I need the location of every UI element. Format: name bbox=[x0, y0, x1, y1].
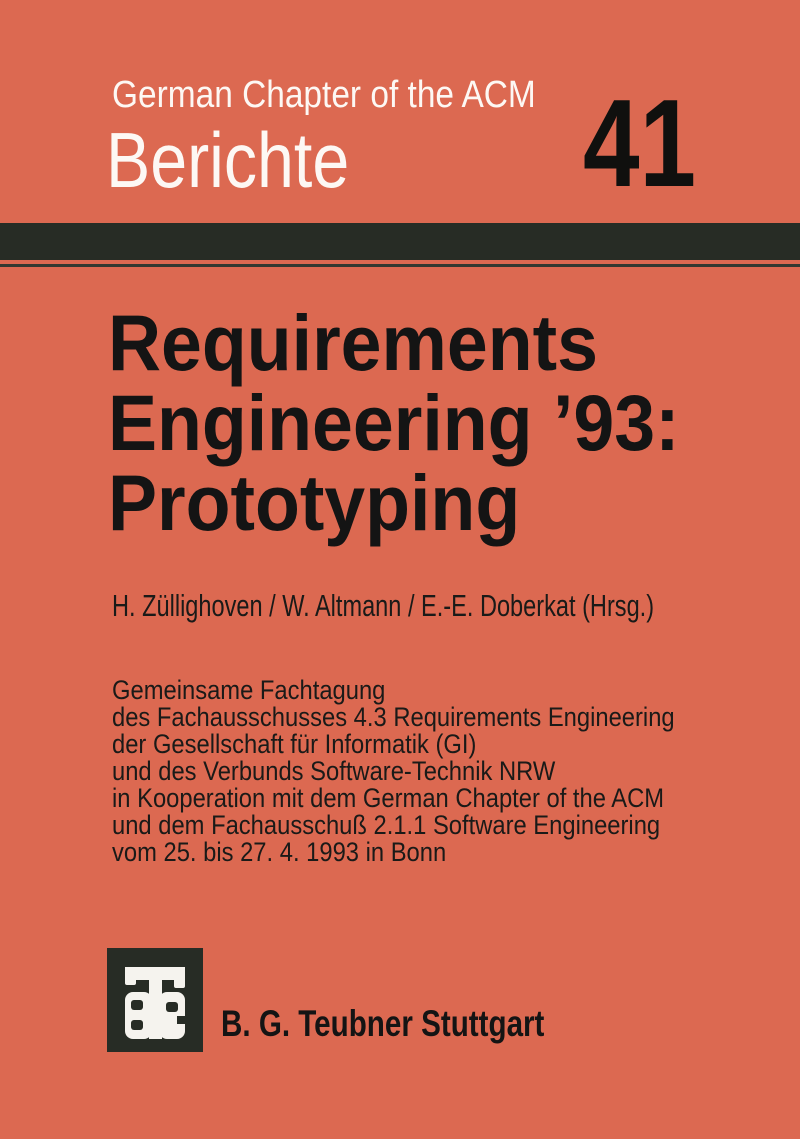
description-line: vom 25. bis 27. 4. 1993 in Bonn bbox=[112, 837, 447, 867]
title-line: Prototyping bbox=[108, 458, 521, 547]
description-line: und dem Fachausschuß 2.1.1 Software Engineering bbox=[112, 810, 661, 840]
publisher-logo bbox=[107, 948, 203, 1052]
publisher-name: B. G. Teubner Stuttgart bbox=[221, 1003, 545, 1044]
divider-rule bbox=[0, 264, 800, 267]
editors-line: H. Züllighoven / W. Altmann / E.-E. Doberkat (Hrsg.) bbox=[112, 588, 655, 623]
description-line: in Kooperation mit dem German Chapter of the ACM bbox=[112, 783, 665, 813]
description-line: des Fachausschusses 4.3 Requirements Engineering bbox=[112, 702, 675, 732]
divider-band bbox=[0, 223, 800, 260]
description-line: der Gesellschaft für Informatik (GI) bbox=[112, 729, 477, 759]
series-label: German Chapter of the ACM bbox=[112, 74, 536, 116]
series-name: Berichte bbox=[106, 116, 350, 204]
teubner-tbg-monogram-icon bbox=[125, 967, 185, 1039]
title-line: Engineering ’93: bbox=[108, 378, 680, 467]
title-line: Requirements bbox=[108, 298, 598, 387]
book-title bbox=[108, 298, 680, 547]
volume-number: 41 bbox=[583, 75, 697, 213]
description-line: Gemeinsame Fachtagung bbox=[112, 675, 386, 705]
conference-description bbox=[112, 677, 675, 866]
description-line: und des Verbunds Software-Technik NRW bbox=[112, 756, 556, 786]
